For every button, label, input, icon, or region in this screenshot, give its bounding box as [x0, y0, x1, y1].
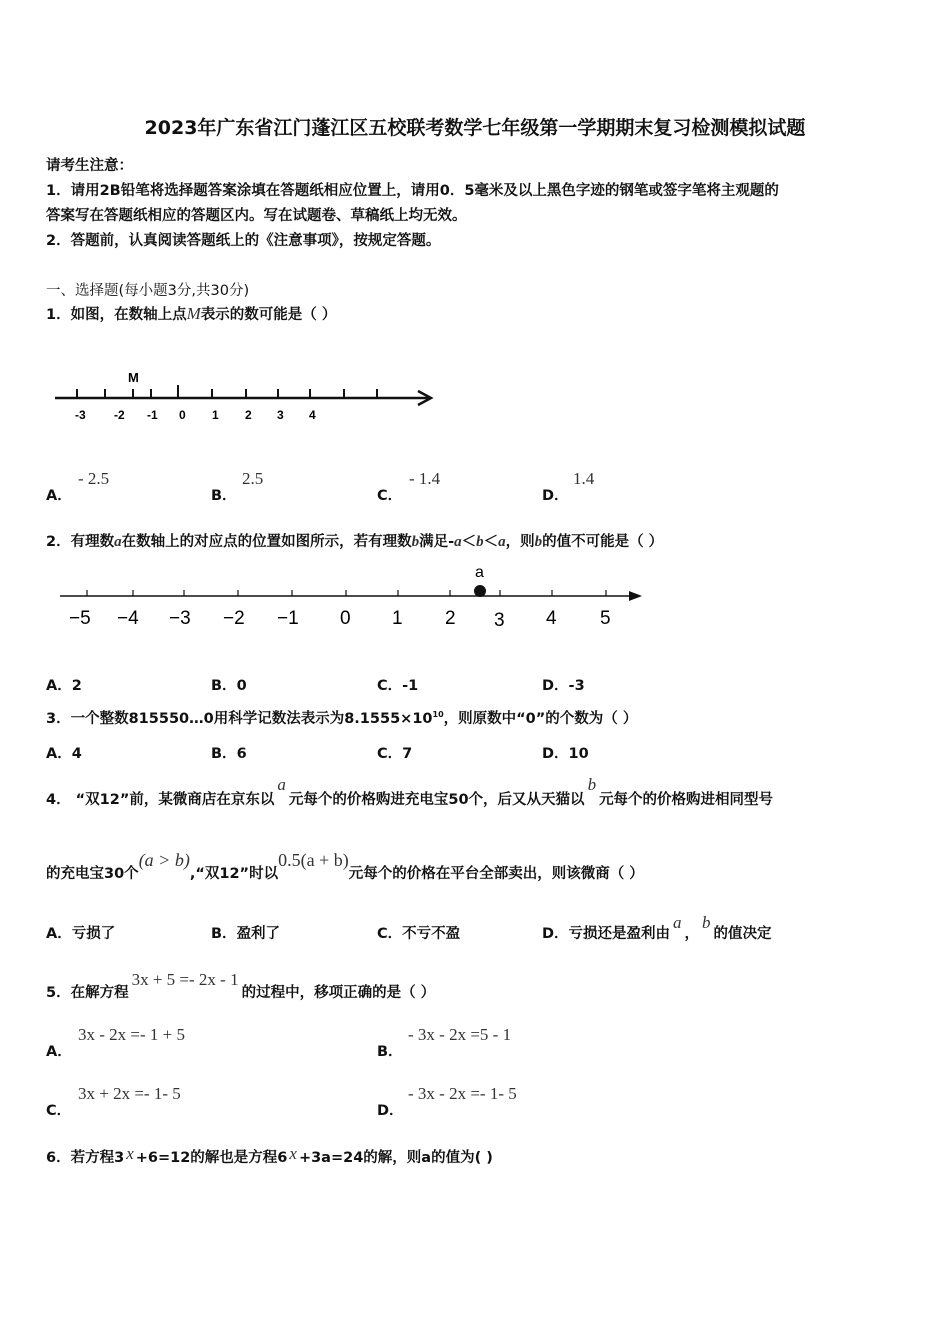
q3-stem: 3．一个整数815550…0用科学记数法表示为$8.1555\times 10^{10}$，则原数中“0”的个数为（ ） — [46, 710, 638, 727]
q4-stem-line-2: 的充电宝30个(a > b),“双12”时以0.5(a + b)元每个的价格在平台全部卖出，则该微商（ ） — [46, 850, 644, 882]
q2-number-line — [55, 558, 655, 633]
q1-stem: 1．如图，在数轴上点M表示的数可能是（ ） — [46, 304, 337, 323]
q5-option-d-value: - 3x - 2x =- 1- 5 — [408, 1084, 517, 1103]
q3-option-b[interactable]: B．6 — [211, 746, 247, 762]
q2-stem: 2．有理数a在数轴上的对应点的位置如图所示，若有理数b满足-a＜b＜a，则b的值不可能是（ ） — [46, 534, 664, 550]
q4-option-d[interactable]: D．亏损还是盈利由a，b的值决定 — [542, 913, 772, 942]
q1-tick-label: -1 — [147, 408, 158, 422]
q1-option-b[interactable]: B． — [211, 488, 237, 504]
q5-option-d[interactable]: D． — [377, 1103, 404, 1119]
q3-option-c[interactable]: C．7 — [377, 746, 413, 762]
q1-ticks — [77, 385, 377, 398]
notice-line-1: 1．请用2B铅笔将选择题答案涂填在答题纸相应位置上，请用0．5毫米及以上黑色字迹的钢笔或签字笔将主观题的 — [46, 183, 779, 199]
q2-tick-label: −4 — [117, 608, 139, 629]
q2-tick-label: −5 — [69, 608, 91, 629]
q1-tick-label: 2 — [245, 408, 252, 422]
q1-option-d-value: 1.4 — [573, 469, 595, 488]
q2-tick-label: 5 — [600, 608, 611, 629]
q1-option-a[interactable]: A． — [46, 488, 72, 504]
q2-tick-label: 1 — [392, 608, 403, 629]
q1-tick-label: -3 — [75, 408, 86, 422]
q2-point-a — [474, 585, 486, 597]
q1-number-line — [50, 365, 440, 425]
q4-option-a[interactable]: A．亏损了 — [46, 926, 116, 942]
q2-point-a-label: a — [475, 564, 484, 581]
q2-tick-label: 2 — [445, 608, 456, 629]
q2-tick-label: −3 — [169, 608, 191, 629]
q2-option-b[interactable]: B．0 — [211, 678, 247, 694]
page-title: 2023年广东省江门蓬江区五校联考数学七年级第一学期期末复习检测模拟试题 — [144, 117, 806, 139]
q4-option-b[interactable]: B．盈利了 — [211, 926, 281, 942]
q4-stem-line-1: 4． “双12”前，某微商店在京东以a元每个的价格购进充电宝50个，后又从天猫以b元每个的价格购进相同型号 — [46, 775, 774, 808]
section-heading: 一、选择题(每小题3分,共30分) — [46, 283, 250, 299]
q2-tick-label: 3 — [494, 610, 505, 631]
q5-stem: 5．在解方程3x + 5 =- 2x - 1的过程中，移项正确的是（ ） — [46, 970, 436, 1001]
q1-option-b-value: 2.5 — [242, 469, 264, 488]
q5-option-a[interactable]: A． — [46, 1044, 72, 1060]
q3-option-a[interactable]: A．4 — [46, 746, 82, 762]
q2-tick-label: −2 — [223, 608, 245, 629]
q1-tick-label: 1 — [212, 408, 219, 422]
q2-option-a[interactable]: A．2 — [46, 678, 82, 694]
q1-option-d[interactable]: D． — [542, 488, 569, 504]
notice-line-2: 2．答题前，认真阅读答题纸上的《注意事项》，按规定答题。 — [46, 233, 441, 249]
q6-stem: 6．若方程3 x +6=12的解也是方程6 x +3a=24的解，则a的值为( ) — [46, 1144, 493, 1166]
q4-option-c[interactable]: C．不亏不盈 — [377, 926, 461, 942]
q1-tick-label: 0 — [179, 408, 186, 422]
q1-option-c[interactable]: C． — [377, 488, 403, 504]
q1-option-c-value: - 1.4 — [409, 469, 441, 488]
q2-tick-label: 4 — [546, 608, 557, 629]
q2-axis-arrow — [629, 591, 642, 601]
q5-option-b[interactable]: B． — [377, 1044, 403, 1060]
q2-tick-label: 0 — [340, 608, 351, 629]
q2-option-c[interactable]: C．-1 — [377, 678, 419, 694]
notice-line-1-cont: 答案写在答题纸相应的答题区内。写在试题卷、草稿纸上均无效。 — [46, 208, 467, 224]
q1-tick-label: -2 — [114, 408, 125, 422]
q2-ticks — [87, 590, 606, 596]
q3-option-d[interactable]: D．10 — [542, 746, 589, 762]
q1-tick-label: 4 — [309, 408, 316, 422]
q5-option-b-value: - 3x - 2x =5 - 1 — [408, 1025, 512, 1044]
q1-tick-label: 3 — [277, 408, 284, 422]
q2-option-d[interactable]: D．-3 — [542, 678, 585, 694]
notice-heading: 请考生注意： — [46, 158, 133, 174]
q5-option-c-value: 3x + 2x =- 1- 5 — [78, 1084, 181, 1103]
q1-option-a-value: - 2.5 — [78, 469, 110, 488]
q5-option-c[interactable]: C． — [46, 1103, 72, 1119]
q5-option-a-value: 3x - 2x =- 1 + 5 — [78, 1025, 185, 1044]
q1-point-m-label: M — [128, 370, 139, 385]
q2-tick-label: −1 — [277, 608, 299, 629]
